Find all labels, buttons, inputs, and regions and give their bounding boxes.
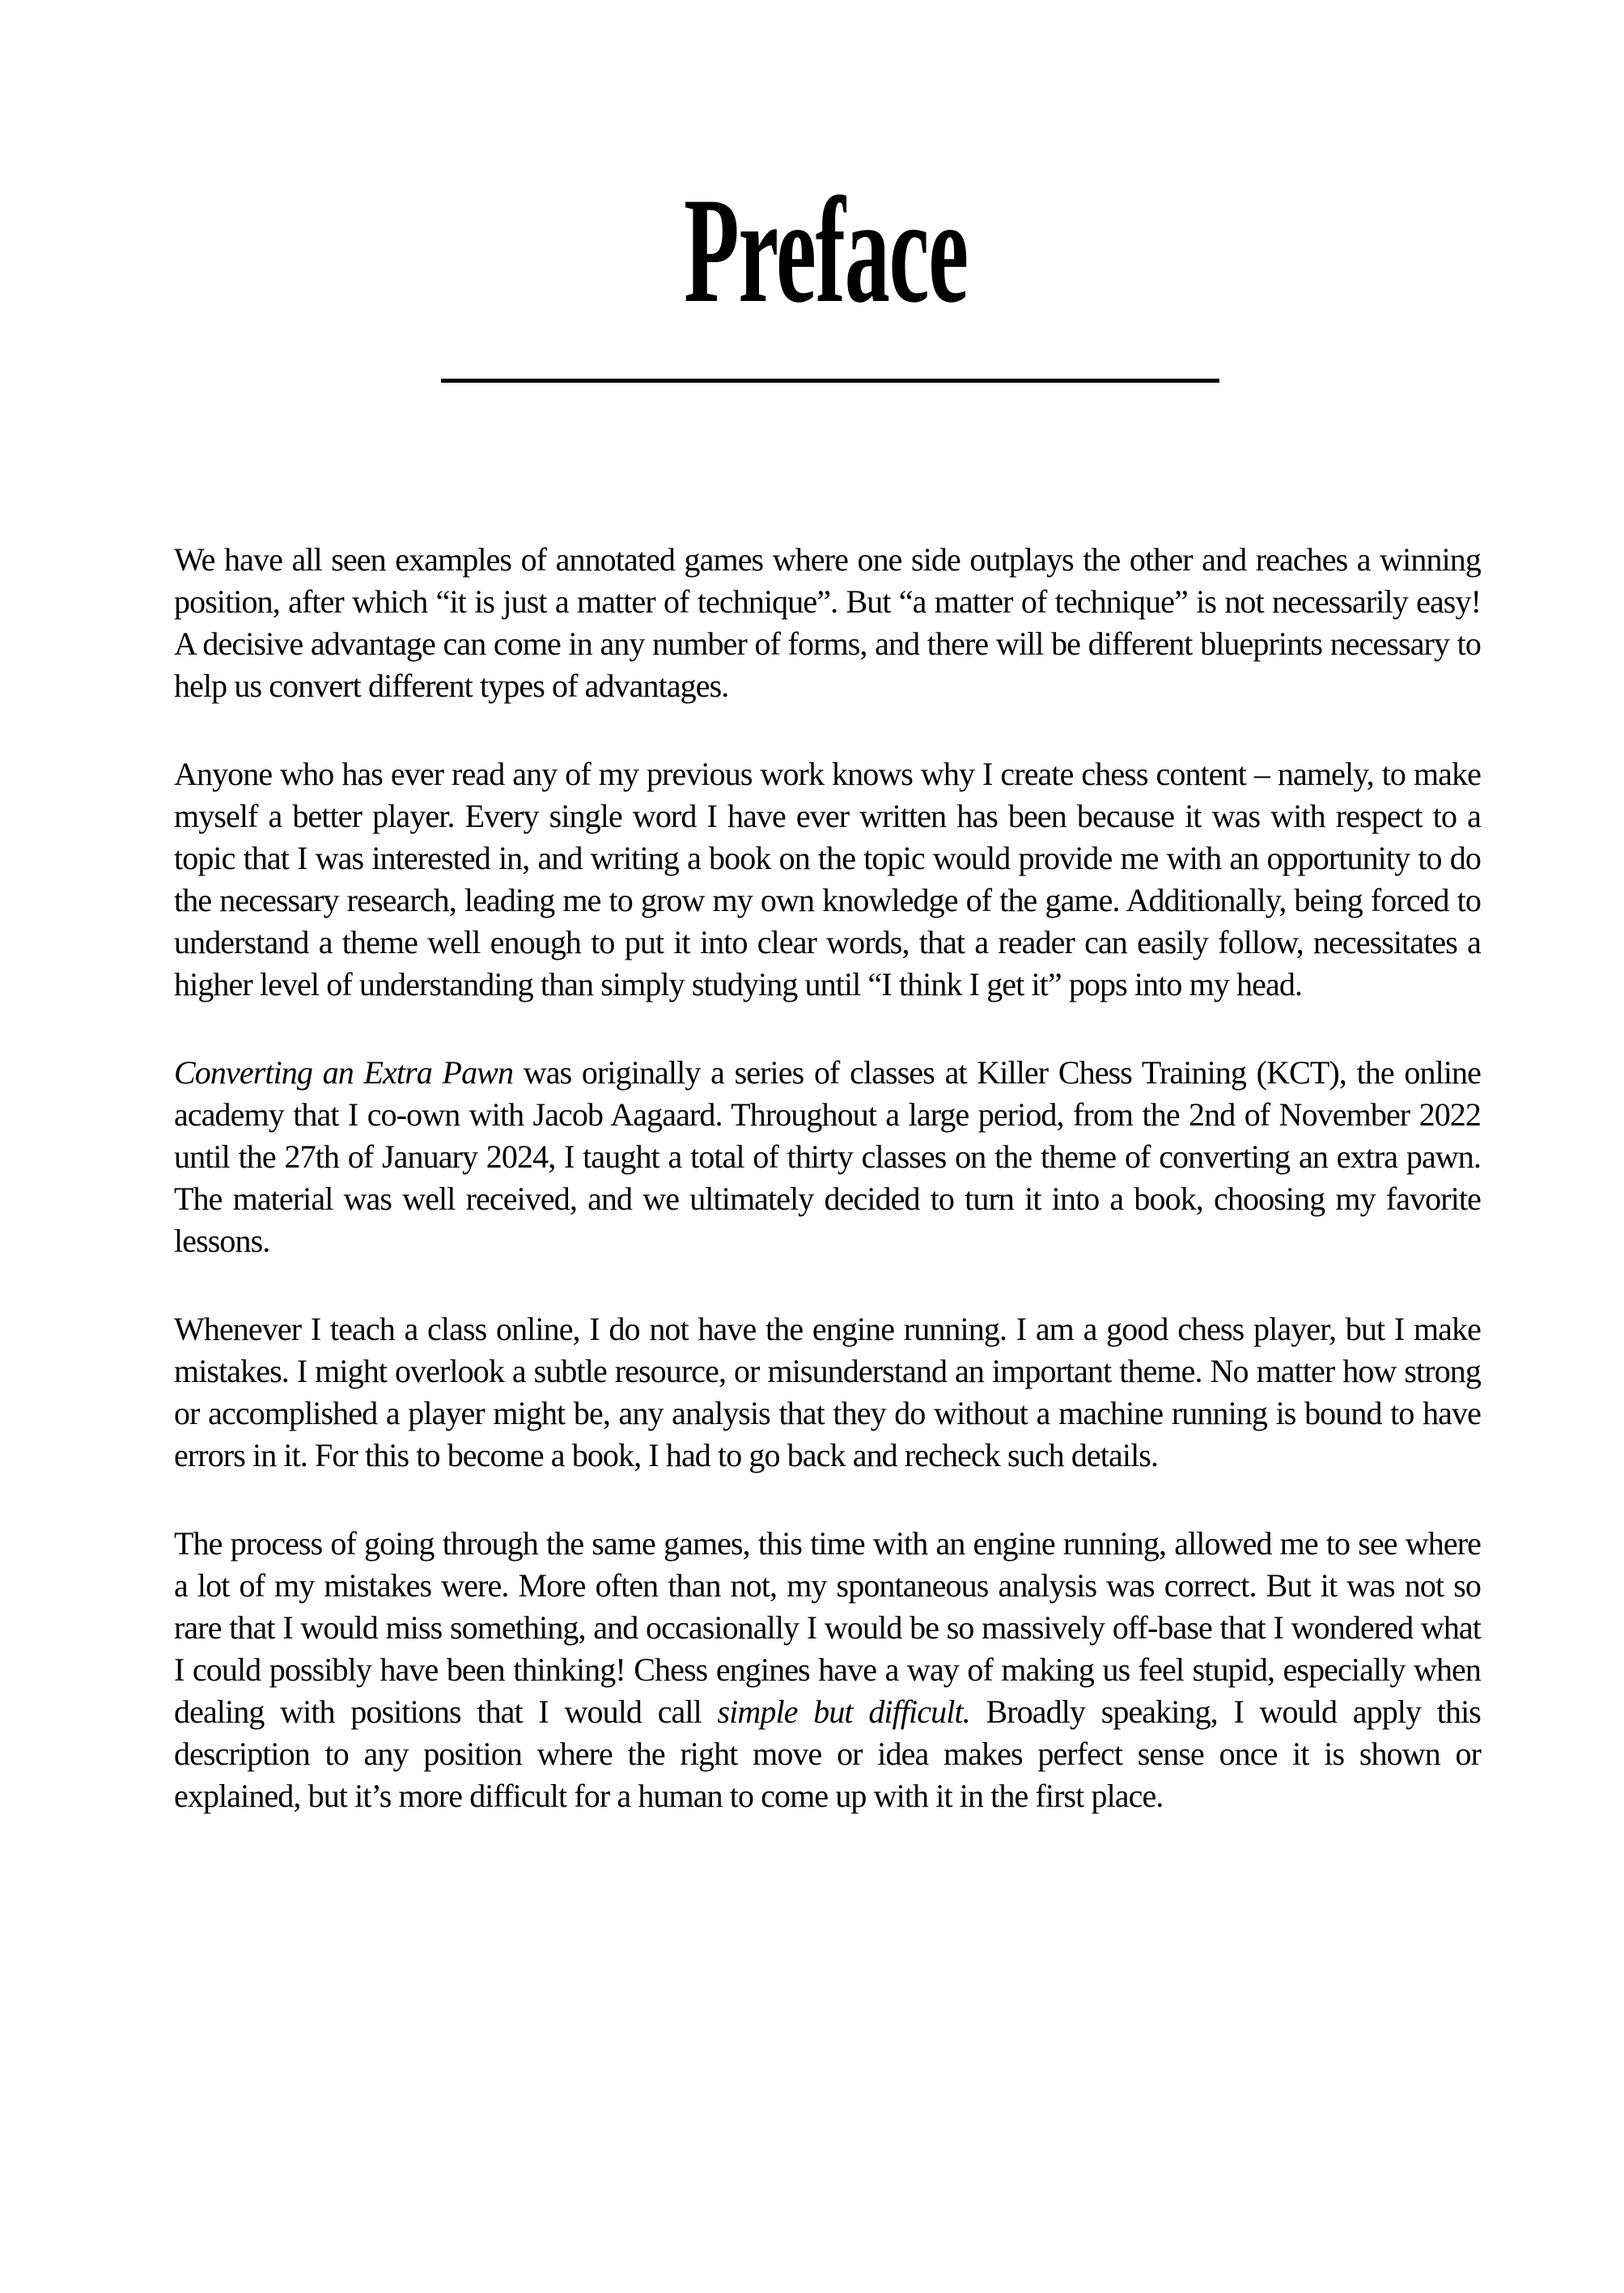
text-run: was originally a series of classes at Killer Chess Training (KCT), the online academy that I co-own with Jacob Aagaard. Throughout a large period, from the 2nd of November 2022 until the 27th of January 2024, I taught a total of thirty classes on the theme of converting an extra pawn. The material was well received, and we ultimately decided to turn it into a book, choosing my favorite lessons. [174, 1054, 1481, 1259]
paragraph [174, 1523, 1481, 1817]
paragraph [174, 539, 1481, 707]
italic-phrase: simple but difficult. [717, 1693, 970, 1730]
text-run: Anyone who has ever read any of my previous work knows why I create chess content – namely, to make myself a better player. Every single word I have ever written has been because it was with respect to a topic that I was interested in, and writing a book on the topic would provide me with an opportunity to do the necessary research, leading me to grow my own knowledge of the game. Additionally, being forced to understand a theme well enough to put it into clear words, that a reader can easily follow, necessitates a higher level of understanding than simply studying until “I think I get it” pops into my head. [174, 756, 1481, 1002]
text-run: The process of going through the same games, this time with an engine running, allowed me to see where a lot of my mistakes were. More often than not, my spontaneous analysis was correct. But it was not so rare that I would miss something, and occasionally I would be so massively off-base that I wondered what I could possibly have been thinking! Chess engines have a way of making us feel stupid, especially when dealing with positions that I would call [174, 1525, 1481, 1730]
text-run: Broadly speaking, I would apply this description to any position where the right move or idea makes perfect sense once it is shown or explained, but it’s more difficult for a human to come up with it in the first place. [174, 1693, 1481, 1814]
italic-phrase: Converting an Extra Pawn [174, 1054, 514, 1091]
preface-body [174, 539, 1481, 1863]
paragraph [174, 1308, 1481, 1477]
page-title: Preface [684, 167, 968, 334]
paragraph [174, 753, 1481, 1006]
text-run: We have all seen examples of annotated games where one side outplays the other and reaches a winning position, after which “it is just a matter of technique”. But “a matter of technique” is not necessarily easy! A decisive advantage can come in any number of forms, and there will be different blueprints necessary to help us convert different types of advantages. [174, 541, 1481, 704]
title-divider [441, 379, 1219, 383]
paragraph [174, 1052, 1481, 1262]
text-run: Whenever I teach a class online, I do not have the engine running. I am a good chess player, but I make mistakes. I might overlook a subtle resource, or misunderstand an important theme. No matter how strong or accomplished a player might be, any analysis that they do without a machine running is bound to have errors in it. For this to become a book, I had to go back and recheck such details. [174, 1311, 1481, 1473]
